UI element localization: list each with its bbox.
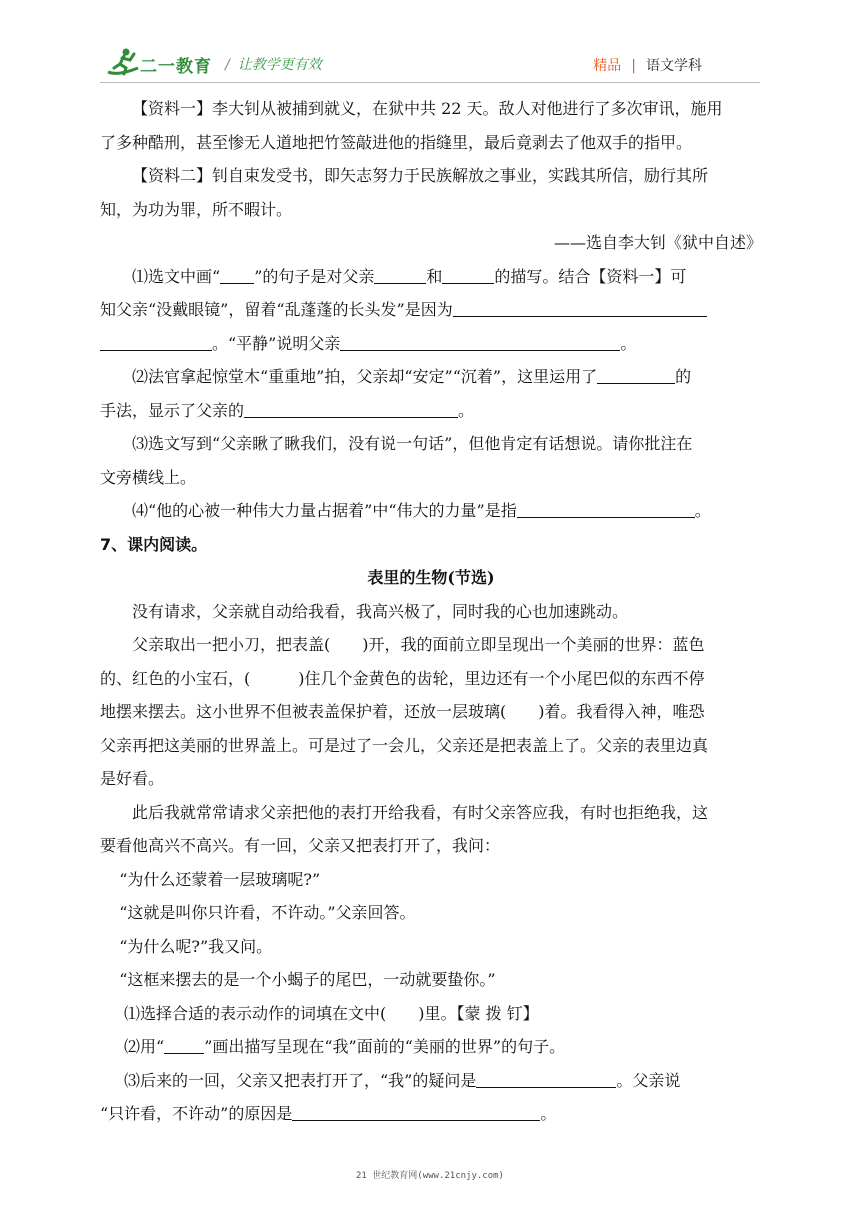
q2-text-b: 的 — [675, 367, 692, 386]
passage-para-2-line-1: 父亲取出一把小刀，把表盖( )开，我的面前立即呈现出一个美丽的世界：蓝色 — [132, 635, 705, 654]
question-1-line-2 — [100, 293, 762, 327]
page-content — [100, 92, 762, 1131]
question-2-line-1 — [100, 360, 762, 394]
header-divider: | — [631, 58, 636, 74]
header-rule — [100, 82, 760, 83]
passage-dialogue-1: “为什么还蒙着一层玻璃呢?” — [119, 869, 321, 889]
passage-para-3-line-1: 此后我就常常请求父亲把他的表打开给我看，有时父亲答应我，有时也拒绝我，这 — [132, 802, 709, 822]
logo-text: 二一教育 — [140, 57, 212, 77]
subject-label: 语文学科 — [646, 58, 702, 74]
s3-text-b: 。父亲说 — [616, 1070, 681, 1090]
question-3-line-2: 文旁横线上。 — [100, 467, 197, 487]
q2-text-c: 手法，显示了父亲的 — [100, 400, 245, 420]
answer-blank[interactable] — [517, 501, 695, 518]
passage-para-2-line-5: 是好看。 — [100, 769, 165, 788]
question-2-line-2 — [100, 394, 762, 428]
q4-text-a: ⑷“他的心被一种伟大力量占据着”中“伟大的力量”是指 — [132, 501, 517, 520]
q1-text-d: 的描写。结合【资料一】可 — [494, 266, 687, 286]
answer-blank[interactable] — [476, 1071, 616, 1088]
passage-para-2-line-3: 地摆来摆去。这小世界不但被表盖保护着，还放一层玻璃( )着。我看得入神，唯恐 — [100, 702, 705, 721]
passage-para-2-line-4: 父亲再把这美丽的世界盖上。可是过了一会儿，父亲还是把表盖上了。父亲的表里边真 — [100, 735, 709, 755]
answer-blank[interactable] — [244, 401, 458, 418]
answer-blank[interactable] — [442, 267, 494, 284]
s3-text-d: 。 — [540, 1104, 557, 1123]
q2-text-d: 。 — [458, 400, 475, 420]
page-footer: 21 世纪教育网(www.21cnjy.com) — [356, 1171, 504, 1181]
q4-text-b: 。 — [694, 501, 711, 520]
s2-text-b: ”画出描写呈现在“我”面前的“美丽的世界”的句子。 — [204, 1037, 566, 1056]
s3-text-a: ⑶后来的一回，父亲又把表打开了，“我”的疑问是 — [124, 1070, 477, 1090]
material-2-line-1: 【资料二】钊自束发受书，即矢志努力于民族解放之事业，实践其所信，励行其所 — [132, 166, 709, 185]
q1-text-a: ⑴选文中画“ — [132, 266, 221, 286]
passage-para-1: 没有请求，父亲就自动给我看，我高兴极了，同时我的心也加速跳动。 — [132, 601, 629, 621]
slogan-slash: / — [225, 57, 230, 73]
s2-text-a: ⑵用“ — [124, 1037, 165, 1056]
q1-text-f: 。“平静”说明父亲 — [212, 333, 341, 353]
passage-para-3-line-2: 要看他高兴不高兴。有一回，父亲又把表打开了，我问： — [100, 836, 501, 855]
sub-question-1: ⑴选择合适的表示动作的词填在文中( )里。【蒙 拨 钉】 — [124, 1003, 539, 1023]
premium-label: 精品 — [593, 58, 622, 74]
material-source: ——选自李大钊《狱中自述》 — [553, 233, 762, 252]
material-1-line-2: 了多种酷刑，甚至惨无人道地把竹签敲进他的指缝里，最后竟剥去了他双手的指甲。 — [100, 132, 693, 152]
q2-text-a: ⑵法官拿起惊堂木“重重地”拍，父亲却“安定”“沉着”，这里运用了 — [132, 367, 598, 386]
q1-text-b: ”的句子是对父亲 — [254, 266, 375, 286]
s3-text-c: “只许看，不许动”的原因是 — [100, 1104, 293, 1123]
passage-dialogue-2: “这就是叫你只许看，不许动。”父亲回答。 — [119, 903, 416, 922]
sub-question-3-line-2 — [100, 1097, 762, 1131]
sub-question-3-line-1 — [100, 1064, 762, 1098]
sub-question-2 — [100, 1030, 762, 1064]
passage-para-2-line-2: 的、红色的小宝石，( )住几个金黄色的齿轮，里边还有一个小尾巴似的东西不停 — [100, 668, 705, 688]
section-7-heading: 7、课内阅读。 — [100, 534, 208, 554]
slogan-text: 让教学更有效 — [237, 57, 322, 73]
answer-blank[interactable] — [374, 267, 426, 284]
page-header — [100, 42, 760, 82]
answer-blank[interactable] — [340, 334, 620, 351]
underline-mark-blank — [220, 267, 254, 284]
answer-blank[interactable] — [292, 1104, 540, 1121]
material-2-line-2: 知，为功为罪，所不暇计。 — [100, 199, 293, 219]
answer-blank[interactable] — [453, 300, 707, 317]
question-1-line-3 — [100, 327, 762, 361]
header-subject-area — [593, 55, 702, 75]
underline-mark-blank — [164, 1037, 204, 1054]
passage-dialogue-3: “为什么呢?”我又问。 — [119, 936, 273, 956]
q1-text-c: 和 — [426, 266, 443, 286]
answer-blank[interactable] — [100, 334, 212, 351]
passage-dialogue-4: “这框来摆去的是一个小蝎子的尾巴，一动就要蛰你。” — [119, 970, 496, 989]
question-1-line-1 — [100, 260, 762, 294]
q1-text-g: 。 — [620, 333, 637, 353]
q1-text-e: 知父亲“没戴眼镜”，留着“乱蓬蓬的长头发”是因为 — [100, 300, 453, 319]
passage-title: 表里的生物(节选) — [367, 568, 495, 587]
slogan — [225, 54, 322, 74]
question-4-line-1 — [100, 494, 762, 528]
question-3-line-1: ⑶选文写到“父亲瞅了瞅我们，没有说一句话”，但他肯定有话想说。请你批注在 — [132, 434, 693, 453]
answer-blank[interactable] — [597, 367, 675, 384]
material-1-line-1: 【资料一】李大钊从被捕到就义，在狱中共 22 天。敌人对他进行了多次审讯，施用 — [132, 99, 723, 118]
